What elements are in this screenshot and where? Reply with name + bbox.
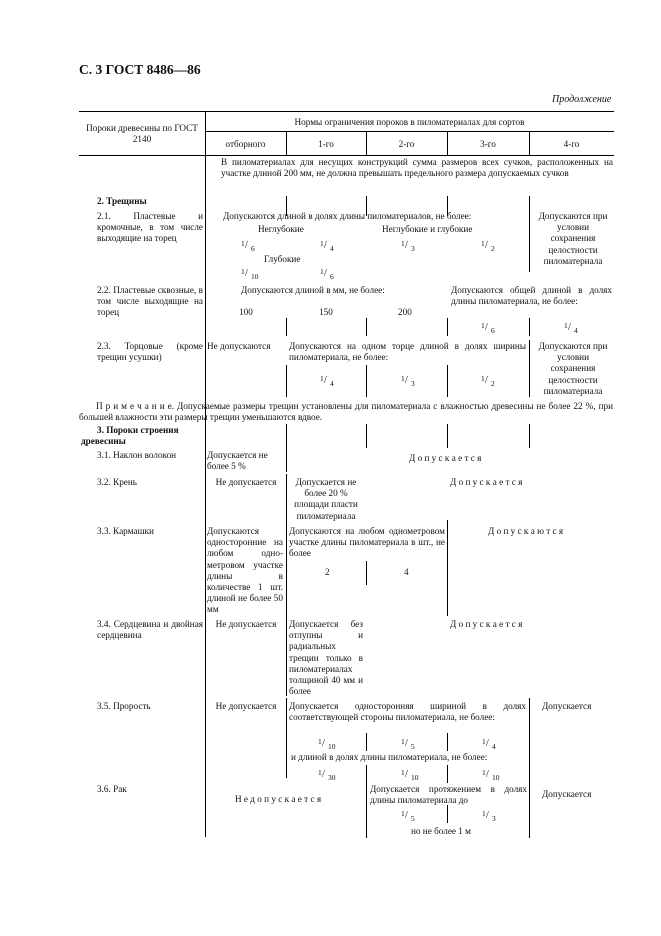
row-2-1-nondeep-deep: Неглубокие и глубокие	[382, 224, 473, 234]
row-2-2-name: 2.2. Пластевые сквозные, в том числе выходящие на торец	[97, 285, 203, 318]
grade-2: 2-го	[398, 139, 415, 149]
row-3-3-g12: Допускаются на любом однометровом участке длины пиломатериала в шт., не более	[289, 526, 445, 559]
section-cracks-title: 2. Трещины	[97, 196, 147, 206]
frac-3-6-g3: 1 / 3	[482, 809, 496, 823]
row-2-1-grade4: Допускаются при условии сохранения целостности пиломатериала	[538, 211, 608, 266]
row-3-3-g1-value: 2	[325, 567, 330, 577]
row-2-1-nondeep: Неглубокие	[258, 224, 304, 234]
frac-2-3-g2: 1 / 3	[401, 374, 415, 388]
row-3-4-name: 3.4. Сердцевина и двойная сердцевина	[97, 619, 203, 641]
grade-3: 3-го	[480, 139, 496, 149]
row-2-1-allowed: Допускаются длиной в долях длины пиломатериалов, не более:	[223, 211, 472, 221]
row-3-6-not-allowed: Н е д о п у с к а е т с я	[235, 794, 322, 804]
row-3-1-name: 3.1. Наклон волокон	[97, 450, 177, 460]
row-3-4-g1: Допускается без отлупны и радиальных трещин только в пиломатериалах толщиной 40 мм и более	[289, 619, 363, 697]
page-header: С. 3 ГОСТ 8486—86	[79, 62, 201, 77]
frac-2-3-g3: 1 / 2	[481, 374, 495, 388]
grade-selected: отборного	[225, 139, 266, 149]
header-bottom-rule	[79, 155, 614, 156]
frac-2-3-g1: 1 / 4	[320, 374, 334, 388]
frac-3-5-l-g2: 1 / 10	[401, 768, 419, 782]
row-2-3-not-allowed: Не допускаются	[207, 341, 271, 351]
row-2-3-name: 2.3. Торцовые (кроме трещин усушки)	[97, 341, 203, 363]
row-3-2-sel: Не допускается	[215, 477, 277, 487]
row-3-3-g2-value: 4	[404, 567, 409, 577]
row-3-4-sel: Не допускается	[215, 619, 277, 629]
row-2-1-name: 2.1. Пластевые и кромочные, в том числе выходящие на торец	[97, 211, 203, 244]
col-header-defects: Пороки древесины по ГОСТ 2140	[86, 123, 198, 145]
frac-3-5-w-g3: 1 / 4	[482, 737, 496, 751]
row-3-4-rest: Д о п у с к а е т с я	[450, 619, 523, 629]
frac-2-1-sel: 1 / 6	[241, 239, 255, 253]
row-3-6-g23: Допускается протяжением в долях длины пиломатериала до	[370, 784, 527, 806]
row-2-2-allowed-mm: Допускаются длиной в мм, не более:	[241, 285, 385, 295]
grade-4: 4-го	[563, 139, 580, 149]
row-3-6-max: но не более 1 м	[411, 826, 471, 836]
section-structure-title: 3. Пороки строения древесины	[81, 425, 179, 447]
knots-note: В пиломатериалах для несущих конструкций сумма размеров всех сучков, расположенных на участке длиной 200 мм, не должна превышать предельного размера допускаемых сучков	[221, 157, 613, 179]
frac-2-1-g2: 1 / 3	[401, 239, 415, 253]
frac-3-5-l-g3: 1 / 10	[482, 768, 500, 782]
frac-3-5-l-g1: 1 / 30	[318, 768, 336, 782]
row-3-2-g1: Допускается не более 20 % площади пласти пиломатериала	[294, 477, 358, 521]
frac-2-1-g1: 1 / 4	[320, 239, 334, 253]
col-header-norms: Нормы ограничения пороков в пиломатериалах для сортов	[294, 117, 525, 127]
row-3-5-and-length: и длиной в долях длины пиломатериала, не более:	[291, 752, 488, 762]
row-2-2-allowed-fraction: Допускаются общей длиной в долях длины пиломатериала, не более:	[451, 285, 612, 307]
row-3-5-name: 3.5. Прорость	[97, 701, 151, 711]
row-2-1-deep: Глубокие	[264, 254, 301, 264]
row-2-2-sel: 100	[239, 307, 253, 317]
frac-3-5-w-g1: 1 / 10	[318, 737, 336, 751]
frac-2-1-deep-g1: 1 / 6	[320, 267, 334, 281]
row-3-2-rest: Д о п у с к а е т с я	[450, 477, 523, 487]
table-top-rule	[79, 111, 614, 112]
row-2-3-grade4: Допускаются при условии сохранения целостности пиломатериала	[538, 341, 608, 396]
grade-1: 1-го	[318, 139, 334, 149]
row-2-3-allowed: Допускаются на одном торце длиной в долях ширины пиломатериала, не более:	[289, 341, 526, 363]
frac-2-1-g3: 1 / 2	[481, 239, 495, 253]
frac-3-5-w-g2: 1 / 5	[401, 737, 415, 751]
row-3-6-name: 3.6. Рак	[97, 784, 127, 794]
col-divider-1	[205, 111, 206, 837]
row-3-6-grade4: Допускается	[542, 789, 592, 799]
frac-2-2-g3: 1 / 6	[481, 321, 495, 335]
row-3-5-sel: Не допускается	[215, 701, 277, 711]
row-3-3-rest: Д о п у с к а ю т с я	[488, 526, 564, 536]
row-3-3-sel: Допускаются односторонние на любом однометровом участке длины в количестве 1 шт. длиной не более 50 мм	[207, 526, 283, 615]
cracks-note: П р и м е ч а н и е. Допускаемые размеры трещин установлены для пиломатериала с влажностью древесины не более 22 %, при большей влажности эти размеры трещин уменьшаются вдвое.	[79, 401, 613, 423]
frac-2-1-deep-sel: 1 / 10	[241, 267, 259, 281]
row-3-5-g13: Допускается односторонняя шириной в долях соответствующей стороны пиломатериала, не более:	[289, 701, 526, 723]
row-3-1-sel: Допускается не более 5 %	[207, 450, 268, 472]
frac-2-2-g4: 1 / 4	[564, 321, 578, 335]
frac-3-6-g2: 1 / 5	[401, 809, 415, 823]
continuation-label: Продолжение	[552, 94, 612, 105]
row-3-2-name: 3.2. Крень	[97, 477, 137, 487]
row-2-2-g1: 150	[319, 307, 333, 317]
row-3-3-name: 3.3. Кармашки	[97, 526, 154, 536]
header-sub-rule	[205, 131, 614, 132]
row-3-1-rest: Д о п у с к а е т с я	[409, 453, 482, 463]
row-2-2-g2: 200	[398, 307, 412, 317]
row-3-5-grade4: Допускается	[542, 701, 592, 711]
